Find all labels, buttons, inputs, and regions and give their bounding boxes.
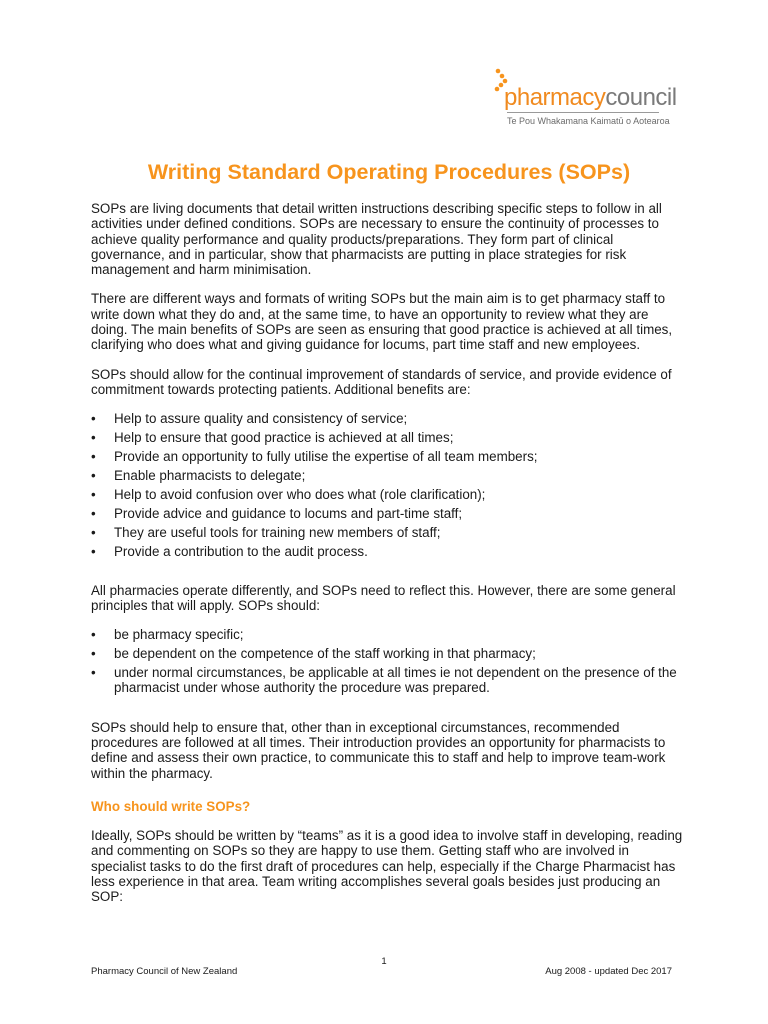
logo-tagline: Te Pou Whakamana Kaimatū o Aotearoa <box>507 116 670 126</box>
paragraph-formats: There are different ways and formats of writing SOPs but the main aim is to get pharmacy staff to write down what they do and, at the same time, to have an opportunity to review what they are doing. The main benefits of SOPs are seen as ensuring that good practice is achieved at all times, clarifying who does what and giving guidance for locums, part time staff and new employees. <box>91 291 673 353</box>
pharmacy-council-logo <box>494 68 677 134</box>
list-item <box>91 646 687 661</box>
bullet-icon: • <box>91 430 96 446</box>
principles-list <box>91 627 687 695</box>
list-item <box>91 430 687 445</box>
paragraph-ensure: SOPs should help to ensure that, other than in exceptional circumstances, recommended procedures are followed at all times. Their introduction provides an opportunity for pharmacists to define and assess their own practice, to communicate this to staff and help to improve team-work within the pharmacy. <box>91 719 666 781</box>
benefits-list <box>91 411 687 559</box>
list-item-text: be pharmacy specific; <box>114 627 244 643</box>
list-item-text: Provide a contribution to the audit process. <box>114 543 368 559</box>
list-item <box>91 506 687 521</box>
list-item-text: They are useful tools for training new members of staff; <box>114 524 441 540</box>
logo-word-council: council <box>605 84 677 111</box>
bullet-icon: • <box>91 486 96 502</box>
list-item-text: Help to avoid confusion over who does what (role clarification); <box>114 486 486 502</box>
list-item-text: under normal circumstances, be applicable at all times ie not dependent on the presence of the pharmacist under whose authority the procedure was prepared. <box>114 665 677 696</box>
list-item <box>91 627 687 642</box>
bullet-icon: • <box>91 411 96 427</box>
paragraph-benefits-intro: SOPs should allow for the continual improvement of standards of service, and provide evidence of commitment towards protecting patients. Additional benefits are: <box>91 366 672 397</box>
page-number: 1 <box>381 956 387 967</box>
bullet-icon: • <box>91 467 96 483</box>
logo-wordmark <box>504 84 677 112</box>
paragraph-principles-intro: All pharmacies operate differently, and SOPs need to reflect this. However, there are some general principles that will apply. SOPs should: <box>91 582 676 614</box>
bullet-icon: • <box>91 543 96 559</box>
list-item-text: Help to ensure that good practice is achieved at all times; <box>114 430 454 446</box>
list-item <box>91 544 687 559</box>
document-body <box>91 160 687 918</box>
paragraph-teams: Ideally, SOPs should be written by “teams” as it is a good idea to involve staff in developing, reading and commenting on SOPs so they are happy to use them. Getting staff who are involved in specialist tasks to do the first draft of procedures can help, especially if the Charge Pharmacist has less experience in that area. Team writing accomplishes several goals besides just producing an SOP: <box>91 827 683 905</box>
logo-divider <box>507 112 659 113</box>
paragraph-intro: SOPs are living documents that detail written instructions describing specific steps to follow in all activities under defined conditions. SOPs are necessary to ensure the continuity of processes to achieve quality performance and quality products/preparations. They form part of clinical governance, and in particular, show that pharmacists are putting in place strategies for risk management and harm minimisation. <box>91 201 662 278</box>
bullet-icon: • <box>91 665 96 681</box>
footer-date: Aug 2008 - updated Dec 2017 <box>545 966 672 977</box>
logo-word-pharmacy: pharmacy <box>504 84 606 111</box>
document-title: Writing Standard Operating Procedures (SOPs) <box>147 160 631 184</box>
bullet-icon: • <box>91 524 96 540</box>
list-item <box>91 468 687 483</box>
bullet-icon: • <box>91 646 96 662</box>
list-item-text: Provide advice and guidance to locums and part-time staff; <box>114 505 463 521</box>
bullet-icon: • <box>91 627 96 643</box>
list-item-text: Enable pharmacists to delegate; <box>114 467 306 483</box>
list-item <box>91 487 687 502</box>
list-item-text: Help to assure quality and consistency of service; <box>114 411 408 427</box>
bullet-icon: • <box>91 505 96 521</box>
list-item <box>91 449 687 464</box>
list-item <box>91 665 687 696</box>
list-item <box>91 411 687 426</box>
footer-organisation: Pharmacy Council of New Zealand <box>91 966 238 977</box>
bullet-icon: • <box>91 449 96 465</box>
list-item-text: Provide an opportunity to fully utilise the expertise of all team members; <box>114 449 538 465</box>
section-heading-who-writes: Who should write SOPs? <box>91 798 251 814</box>
list-item-text: be dependent on the competence of the staff working in that pharmacy; <box>114 646 536 662</box>
list-item <box>91 525 687 540</box>
